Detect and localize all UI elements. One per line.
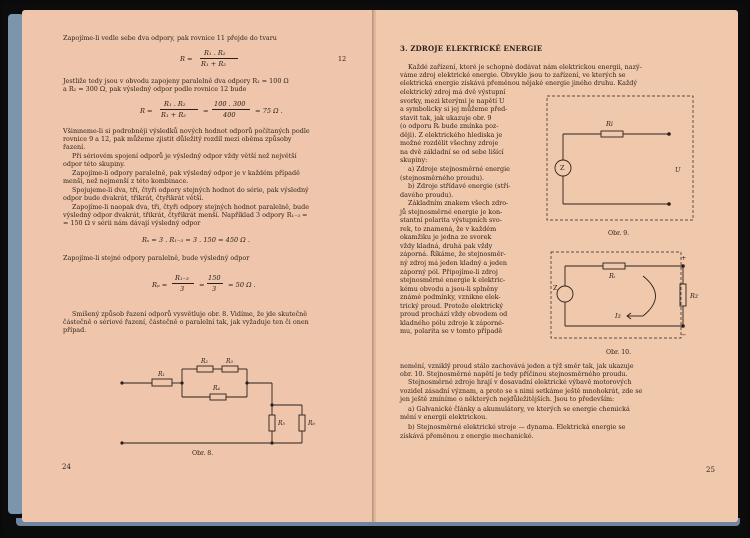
calc-num1: R₁ . R₂ (164, 100, 186, 108)
text-line: částečně o sériové řazení, částečně o paralelní tak, jak vyžaduje ten či onen (63, 318, 309, 326)
parallel-eq: = (199, 281, 205, 289)
fraction-bar (172, 283, 194, 284)
text-line: Všimneme-li si podrobněji výsledků nových hodnot odporů počítaných podle (63, 127, 310, 135)
text-line: kému obvodu a jsou-li splněny (400, 284, 498, 293)
section-heading: 3. ZDROJE ELEKTRICKÉ ENERGIE (400, 44, 543, 53)
fig10-label-z: Z (553, 284, 558, 292)
text-line: Zapojíme-li stejné odpory paralelně, bude výsledný odpor (63, 254, 250, 262)
text-line: davého proudu). (400, 190, 454, 199)
calc-num2: 100 . 300 (214, 100, 246, 108)
text-line: vozidel zásadní význam, a proto se s nimi setkáme ještě mnohokrát, zde se (400, 386, 643, 395)
page-number-right: 25 (706, 466, 715, 474)
series-formula: Rₛ = 3 . R₁₋₃ = 3 . 150 = 450 Ω . (142, 236, 250, 244)
text-line: Stejnosměrné zdroje hrají v dosavadní elektrické výbavě motorových (408, 378, 632, 387)
text-line: na dvě základní se od sebe lišící (400, 147, 504, 156)
text-line: elektrický zdroj má dvě výstupní (400, 88, 506, 96)
text-line: okamžiku je jedna ze svorek (400, 233, 492, 242)
fig9-label-z: Z (560, 164, 565, 172)
text-line: možné rozdělit všechny zdroje (400, 139, 499, 148)
parallel-num2: 150 (208, 274, 221, 282)
text-line: skupiny: (400, 156, 428, 165)
text-line: získává přeměnou z energie mechanické. (400, 431, 534, 440)
fig10-label-rz: Rz (690, 292, 699, 300)
text-line: stantní polarita výstupních svo- (400, 216, 502, 225)
text-line: Jestliže tedy jsou v obvodu zapojeny paralelně dva odpory R₁ = 100 Ω (63, 77, 289, 85)
parallel-den1: 3 (180, 285, 185, 293)
figure-10-caption: Obr. 10. (606, 349, 632, 356)
text-line: Každé zařízení, které je schopné dodávat nám elektrickou energii, nazý- (408, 63, 642, 71)
fraction-bar (212, 109, 250, 110)
left-page (22, 10, 374, 522)
figure-10-circuit (543, 246, 703, 344)
text-line: známé podmínky, vznikne elek- (400, 293, 501, 302)
fig8-label-r4: R₄ (213, 385, 220, 392)
text-line: Spojujeme-li dva, tři, čtyři odpory stejných hodnot do série, pak výsledný (72, 186, 309, 194)
text-line: (stejnosměrného proudu). (400, 173, 484, 182)
calc-den1: R₁ + R₂ (161, 111, 186, 119)
text-line: Zapojíme-li vedle sebe dva odpory, pak rovnice 11 přejde do tvaru (63, 34, 277, 42)
figure-9-caption: Obr. 9. (608, 230, 630, 237)
fig10-label-ri: Rᵢ (609, 272, 616, 280)
text-line: menší, než nejmenší z této kombinace. (63, 177, 189, 185)
text-line: kladného pólu zdroje k záporné- (400, 318, 505, 327)
calc-eq: = (203, 107, 209, 115)
parallel-result: = 50 Ω . (228, 281, 256, 289)
text-line: ný zdroj má jeden kladný a jeden (400, 259, 507, 267)
formula-12-lhs: R = (180, 55, 193, 63)
figure-8-circuit (112, 345, 332, 445)
right-page (376, 10, 738, 522)
text-line: proud prochází vždy obvodem od (400, 310, 508, 319)
parallel-num1: R₁₋₃ (175, 274, 189, 282)
fig8-label-r6: R₆ (308, 420, 315, 427)
text-line: Smíšený způsob řazení odporů vysvětluje obr. 8. Vidíme, že jde skutečně (72, 310, 308, 318)
text-line: jů stejnosměrné energie je kon- (400, 207, 503, 216)
text-line: jen ještě zmíníme o některých nejdůležitějších. Jsou to především: (400, 394, 615, 403)
calc-den2: 400 (223, 111, 236, 119)
equation-number: 12 (338, 55, 347, 63)
fig10-label-minus: − (681, 331, 687, 339)
text-line: nemění, vzniklý proud stálo zachovává jeden a týž směr tak, jak ukazuje (400, 362, 634, 370)
figure-9-circuit (543, 94, 695, 222)
text-line: vždy kladná, druhá pak vždy (400, 241, 493, 250)
text-line: stejnosměrné energie k elektric- (400, 276, 506, 285)
parallel-lhs: Rₚ = (152, 281, 168, 289)
text-line: svorky, mezi kterými je napětí U (400, 96, 505, 105)
fig8-label-r2: R₂ (201, 358, 208, 365)
fig9-label-ri: Ri (606, 120, 613, 128)
fig8-label-r1: R₁ (158, 371, 165, 378)
text-line: výsledný odpor dvakrát, třikrát, čtyřikrát menší. Například 3 odpory R₁₋₃ = (63, 211, 308, 219)
text-line: rek, to znamená, že v každém (400, 224, 497, 233)
text-line: a) Zdroje stejnosměrné energie (408, 164, 510, 173)
text-line: odpor bude dvakrát, třikrát, čtyřikrát větší. (63, 194, 204, 202)
fig9-label-u: U (675, 166, 681, 174)
text-line: elektrická energie získává přeměnou nějaké energie jiného druhu. Každý (400, 79, 638, 87)
text-line: rovnice 9 a 12, pak můžeme zjistit důležitý rozdíl mezi oběma způsoby (63, 135, 292, 143)
fraction-bar (207, 283, 223, 284)
text-line: trický proud. Protože elektrický (400, 301, 504, 310)
fig10-label-iz: Iz (615, 312, 621, 320)
text-line: Základním znakem všech zdro- (408, 199, 509, 208)
figure-8-caption: Obr. 8. (192, 450, 214, 457)
calc-lhs: R = (140, 107, 153, 115)
text-line: Zapojíme-li naopak dva, tři, čtyři odpory stejných hodnot paralelně, bude (72, 203, 310, 211)
text-line: mění v energii elektrickou. (400, 413, 488, 422)
text-line: b) Stejnosměrné elektrické stroje — dynama. Elektrická energie se (408, 423, 626, 432)
text-line: případ. (63, 326, 87, 334)
text-line: Při sériovém spojení odporů je výsledný odpor vždy větší než největší (72, 152, 297, 160)
text-line: a symbolicky si jej můžeme před- (400, 105, 508, 114)
calc-result: = 75 Ω . (255, 107, 283, 115)
fig8-label-r3: R₃ (226, 358, 233, 365)
text-line: odpor této skupiny. (63, 160, 126, 168)
fig8-label-r5: R₅ (278, 420, 285, 427)
text-line: (o odporu Rᵢ bude zmínka poz- (400, 122, 499, 131)
text-line: obr. 10. Stejnosměrné napětí je tedy příčinou stejnosměrného proudu. (400, 370, 628, 379)
text-line: Zapojíme-li odpory paralelně, pak výsledný odpor je v každém případě (72, 169, 300, 177)
formula-12-numerator: R₁ . R₂ (204, 49, 226, 57)
page-number-left: 24 (62, 463, 71, 471)
fig10-label-plus: + (681, 254, 687, 262)
fraction-bar (200, 58, 238, 59)
text-line: = 150 Ω v sérii nám dávají výsledný odpor (63, 219, 201, 227)
text-line: mu, polarita se v tomto případě (400, 327, 503, 336)
text-line: stavit tak, jak ukazuje obr. 9 (400, 113, 492, 122)
text-line: a) Galvanické články a akumulátory, ve kterých se energie chemická (408, 405, 630, 413)
text-line: a R₂ = 300 Ω, pak výsledný odpor podle rovnice 12 bude (63, 85, 247, 93)
formula-12-denominator: R₁ + R₂ (201, 60, 226, 68)
text-line: b) Zdroje střídavé energie (stří- (408, 182, 511, 191)
text-line: ději). Z elektrického hlediska je (400, 130, 503, 139)
fraction-bar (160, 109, 198, 110)
text-line: váme zdroj elektrické energie. Obvykle jsou to zařízení, ve kterých se (400, 71, 626, 79)
text-line: záporný pól. Připojíme-li zdroj (400, 267, 498, 276)
text-line: řazení. (63, 143, 86, 151)
parallel-den2: 3 (212, 285, 217, 293)
text-line: záporná. Říkáme, že stejnosměr- (400, 250, 506, 259)
